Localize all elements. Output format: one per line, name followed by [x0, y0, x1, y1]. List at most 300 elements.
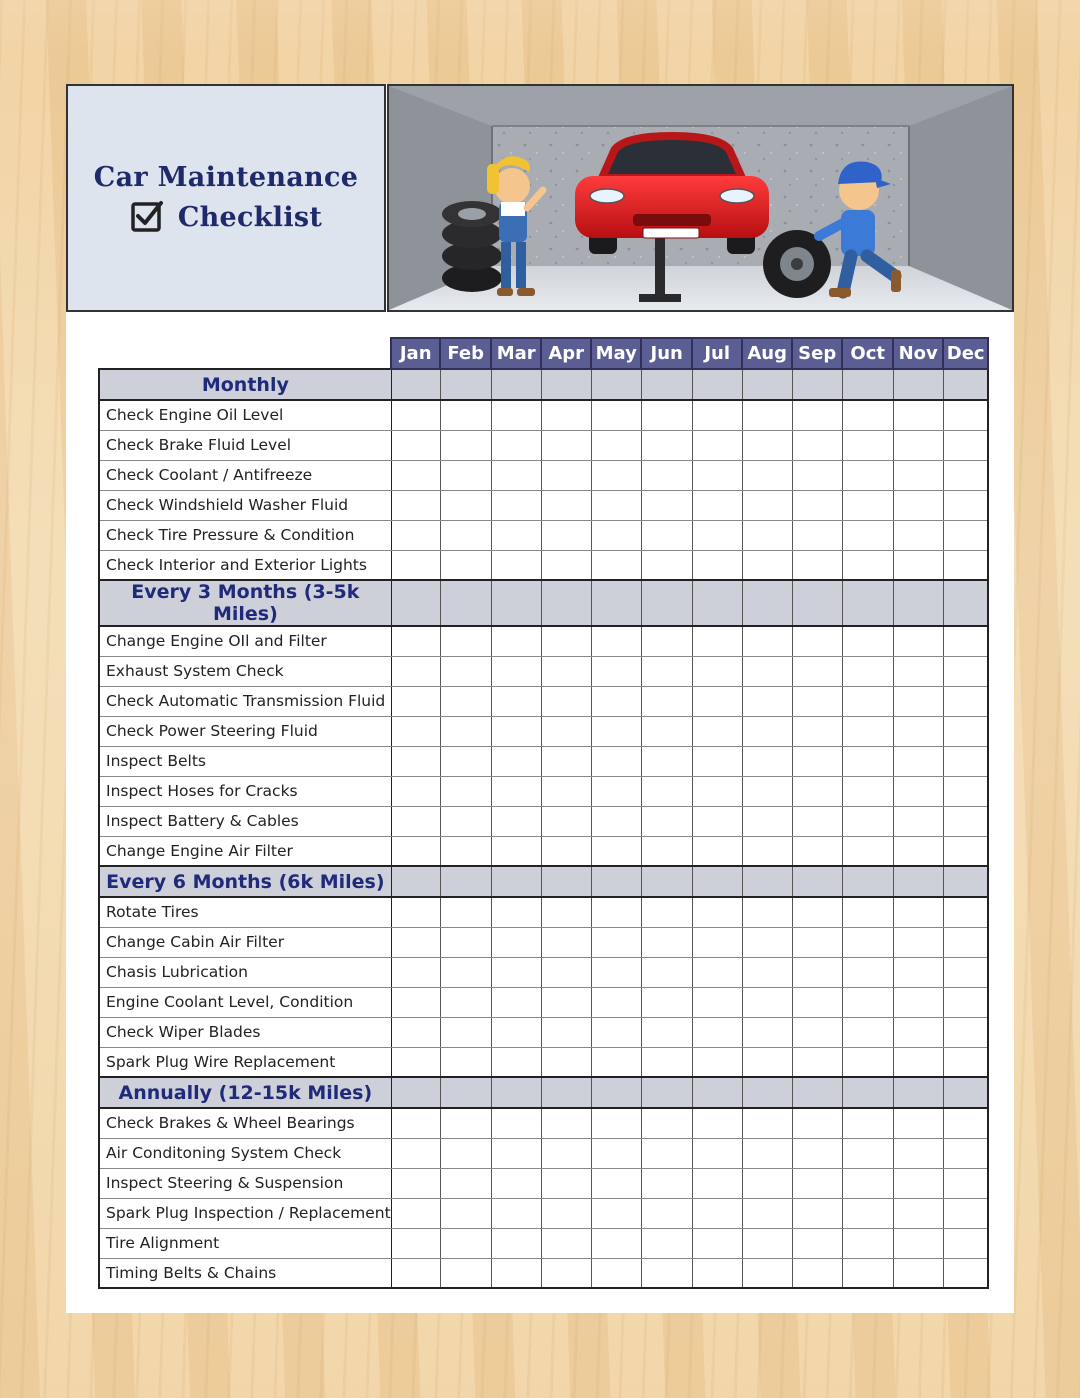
check-cell-nov[interactable] [893, 490, 943, 520]
check-cell-apr[interactable] [541, 656, 591, 686]
check-cell-mar[interactable] [491, 1228, 541, 1258]
check-cell-jan[interactable] [391, 1047, 440, 1077]
check-cell-jul[interactable] [692, 716, 742, 746]
check-cell-nov[interactable] [893, 1168, 943, 1198]
check-cell-jun[interactable] [641, 897, 692, 927]
check-cell-mar[interactable] [491, 656, 541, 686]
check-cell-jun[interactable] [641, 520, 692, 550]
check-cell-may[interactable] [591, 1228, 641, 1258]
check-cell-oct[interactable] [842, 927, 893, 957]
check-cell-nov[interactable] [893, 1228, 943, 1258]
check-cell-aug[interactable] [742, 776, 792, 806]
check-cell-may[interactable] [591, 987, 641, 1017]
check-cell-sep[interactable] [792, 927, 842, 957]
check-cell-mar[interactable] [491, 1108, 541, 1138]
check-cell-jul[interactable] [692, 746, 742, 776]
check-cell-may[interactable] [591, 686, 641, 716]
check-cell-feb[interactable] [440, 1108, 491, 1138]
check-cell-jan[interactable] [391, 1228, 440, 1258]
check-cell-dec[interactable] [943, 400, 988, 430]
check-cell-oct[interactable] [842, 1258, 893, 1288]
check-cell-jan[interactable] [391, 656, 440, 686]
check-cell-jun[interactable] [641, 1258, 692, 1288]
check-cell-mar[interactable] [491, 746, 541, 776]
check-cell-sep[interactable] [792, 1138, 842, 1168]
check-cell-apr[interactable] [541, 1168, 591, 1198]
check-cell-jun[interactable] [641, 776, 692, 806]
check-cell-jan[interactable] [391, 746, 440, 776]
check-cell-nov[interactable] [893, 520, 943, 550]
check-cell-may[interactable] [591, 1168, 641, 1198]
check-cell-mar[interactable] [491, 836, 541, 866]
check-cell-nov[interactable] [893, 686, 943, 716]
check-cell-dec[interactable] [943, 836, 988, 866]
check-cell-sep[interactable] [792, 686, 842, 716]
check-cell-may[interactable] [591, 1258, 641, 1288]
check-cell-may[interactable] [591, 776, 641, 806]
check-cell-mar[interactable] [491, 776, 541, 806]
check-cell-jul[interactable] [692, 1198, 742, 1228]
check-cell-sep[interactable] [792, 776, 842, 806]
check-cell-aug[interactable] [742, 806, 792, 836]
check-cell-apr[interactable] [541, 550, 591, 580]
check-cell-jul[interactable] [692, 776, 742, 806]
check-cell-oct[interactable] [842, 776, 893, 806]
check-cell-feb[interactable] [440, 776, 491, 806]
check-cell-may[interactable] [591, 836, 641, 866]
check-cell-mar[interactable] [491, 1168, 541, 1198]
check-cell-jan[interactable] [391, 987, 440, 1017]
check-cell-apr[interactable] [541, 927, 591, 957]
check-cell-jun[interactable] [641, 836, 692, 866]
check-cell-jun[interactable] [641, 957, 692, 987]
check-cell-sep[interactable] [792, 1258, 842, 1288]
check-cell-may[interactable] [591, 1138, 641, 1168]
check-cell-jun[interactable] [641, 806, 692, 836]
check-cell-jan[interactable] [391, 490, 440, 520]
check-cell-may[interactable] [591, 957, 641, 987]
check-cell-nov[interactable] [893, 897, 943, 927]
check-cell-jul[interactable] [692, 836, 742, 866]
check-cell-nov[interactable] [893, 430, 943, 460]
check-cell-apr[interactable] [541, 836, 591, 866]
check-cell-jan[interactable] [391, 1198, 440, 1228]
check-cell-apr[interactable] [541, 987, 591, 1017]
check-cell-may[interactable] [591, 746, 641, 776]
check-cell-nov[interactable] [893, 957, 943, 987]
check-cell-oct[interactable] [842, 987, 893, 1017]
check-cell-jul[interactable] [692, 957, 742, 987]
check-cell-oct[interactable] [842, 1138, 893, 1168]
check-cell-mar[interactable] [491, 626, 541, 656]
check-cell-oct[interactable] [842, 626, 893, 656]
check-cell-jun[interactable] [641, 1017, 692, 1047]
check-cell-jan[interactable] [391, 776, 440, 806]
check-cell-dec[interactable] [943, 656, 988, 686]
check-cell-oct[interactable] [842, 520, 893, 550]
check-cell-mar[interactable] [491, 987, 541, 1017]
check-cell-jun[interactable] [641, 490, 692, 520]
check-cell-jul[interactable] [692, 686, 742, 716]
check-cell-feb[interactable] [440, 746, 491, 776]
check-cell-mar[interactable] [491, 927, 541, 957]
check-cell-may[interactable] [591, 716, 641, 746]
check-cell-mar[interactable] [491, 1198, 541, 1228]
check-cell-jun[interactable] [641, 400, 692, 430]
check-cell-may[interactable] [591, 430, 641, 460]
check-cell-may[interactable] [591, 656, 641, 686]
check-cell-mar[interactable] [491, 400, 541, 430]
check-cell-jun[interactable] [641, 1228, 692, 1258]
check-cell-dec[interactable] [943, 1108, 988, 1138]
check-cell-sep[interactable] [792, 460, 842, 490]
check-cell-may[interactable] [591, 400, 641, 430]
check-cell-nov[interactable] [893, 1017, 943, 1047]
check-cell-may[interactable] [591, 1047, 641, 1077]
check-cell-oct[interactable] [842, 1017, 893, 1047]
check-cell-feb[interactable] [440, 957, 491, 987]
check-cell-jan[interactable] [391, 897, 440, 927]
check-cell-dec[interactable] [943, 987, 988, 1017]
check-cell-jul[interactable] [692, 460, 742, 490]
check-cell-feb[interactable] [440, 550, 491, 580]
check-cell-nov[interactable] [893, 1108, 943, 1138]
check-cell-sep[interactable] [792, 746, 842, 776]
check-cell-oct[interactable] [842, 1168, 893, 1198]
check-cell-aug[interactable] [742, 626, 792, 656]
check-cell-apr[interactable] [541, 957, 591, 987]
check-cell-aug[interactable] [742, 1047, 792, 1077]
check-cell-sep[interactable] [792, 656, 842, 686]
check-cell-may[interactable] [591, 1198, 641, 1228]
check-cell-apr[interactable] [541, 460, 591, 490]
check-cell-aug[interactable] [742, 836, 792, 866]
check-cell-dec[interactable] [943, 490, 988, 520]
check-cell-dec[interactable] [943, 1138, 988, 1168]
check-cell-apr[interactable] [541, 806, 591, 836]
check-cell-feb[interactable] [440, 626, 491, 656]
check-cell-oct[interactable] [842, 1047, 893, 1077]
check-cell-jul[interactable] [692, 1047, 742, 1077]
check-cell-feb[interactable] [440, 1228, 491, 1258]
check-cell-mar[interactable] [491, 686, 541, 716]
check-cell-aug[interactable] [742, 1258, 792, 1288]
check-cell-dec[interactable] [943, 746, 988, 776]
check-cell-jul[interactable] [692, 490, 742, 520]
check-cell-may[interactable] [591, 1108, 641, 1138]
check-cell-may[interactable] [591, 806, 641, 836]
check-cell-apr[interactable] [541, 716, 591, 746]
check-cell-sep[interactable] [792, 1168, 842, 1198]
check-cell-nov[interactable] [893, 550, 943, 580]
check-cell-aug[interactable] [742, 550, 792, 580]
check-cell-feb[interactable] [440, 430, 491, 460]
check-cell-dec[interactable] [943, 776, 988, 806]
check-cell-dec[interactable] [943, 430, 988, 460]
check-cell-feb[interactable] [440, 987, 491, 1017]
check-cell-oct[interactable] [842, 746, 893, 776]
check-cell-jan[interactable] [391, 626, 440, 656]
check-cell-dec[interactable] [943, 1017, 988, 1047]
check-cell-feb[interactable] [440, 716, 491, 746]
check-cell-sep[interactable] [792, 1228, 842, 1258]
check-cell-nov[interactable] [893, 836, 943, 866]
check-cell-oct[interactable] [842, 806, 893, 836]
check-cell-dec[interactable] [943, 957, 988, 987]
check-cell-jan[interactable] [391, 460, 440, 490]
check-cell-jun[interactable] [641, 626, 692, 656]
check-cell-jun[interactable] [641, 1108, 692, 1138]
check-cell-nov[interactable] [893, 746, 943, 776]
check-cell-oct[interactable] [842, 460, 893, 490]
check-cell-jun[interactable] [641, 656, 692, 686]
check-cell-sep[interactable] [792, 626, 842, 656]
check-cell-oct[interactable] [842, 400, 893, 430]
check-cell-nov[interactable] [893, 1047, 943, 1077]
check-cell-jan[interactable] [391, 927, 440, 957]
check-cell-jun[interactable] [641, 1047, 692, 1077]
check-cell-sep[interactable] [792, 1017, 842, 1047]
check-cell-feb[interactable] [440, 806, 491, 836]
check-cell-jan[interactable] [391, 957, 440, 987]
check-cell-may[interactable] [591, 1017, 641, 1047]
check-cell-jan[interactable] [391, 520, 440, 550]
check-cell-dec[interactable] [943, 686, 988, 716]
check-cell-sep[interactable] [792, 836, 842, 866]
check-cell-apr[interactable] [541, 1198, 591, 1228]
check-cell-oct[interactable] [842, 897, 893, 927]
check-cell-may[interactable] [591, 490, 641, 520]
check-cell-aug[interactable] [742, 430, 792, 460]
check-cell-jul[interactable] [692, 1228, 742, 1258]
check-cell-apr[interactable] [541, 490, 591, 520]
check-cell-may[interactable] [591, 520, 641, 550]
check-cell-nov[interactable] [893, 776, 943, 806]
check-cell-feb[interactable] [440, 1017, 491, 1047]
check-cell-feb[interactable] [440, 1198, 491, 1228]
check-cell-oct[interactable] [842, 656, 893, 686]
check-cell-oct[interactable] [842, 716, 893, 746]
check-cell-jul[interactable] [692, 897, 742, 927]
check-cell-jul[interactable] [692, 1108, 742, 1138]
check-cell-aug[interactable] [742, 746, 792, 776]
check-cell-dec[interactable] [943, 460, 988, 490]
check-cell-dec[interactable] [943, 1047, 988, 1077]
check-cell-jun[interactable] [641, 987, 692, 1017]
check-cell-aug[interactable] [742, 1168, 792, 1198]
check-cell-jun[interactable] [641, 746, 692, 776]
check-cell-sep[interactable] [792, 1047, 842, 1077]
check-cell-feb[interactable] [440, 1047, 491, 1077]
check-cell-feb[interactable] [440, 927, 491, 957]
check-cell-feb[interactable] [440, 490, 491, 520]
check-cell-oct[interactable] [842, 1108, 893, 1138]
check-cell-jul[interactable] [692, 1017, 742, 1047]
check-cell-jul[interactable] [692, 550, 742, 580]
check-cell-dec[interactable] [943, 550, 988, 580]
check-cell-feb[interactable] [440, 897, 491, 927]
check-cell-dec[interactable] [943, 520, 988, 550]
check-cell-jan[interactable] [391, 550, 440, 580]
check-cell-oct[interactable] [842, 430, 893, 460]
check-cell-dec[interactable] [943, 1198, 988, 1228]
check-cell-jul[interactable] [692, 430, 742, 460]
check-cell-jan[interactable] [391, 400, 440, 430]
check-cell-sep[interactable] [792, 987, 842, 1017]
check-cell-oct[interactable] [842, 686, 893, 716]
check-cell-oct[interactable] [842, 1228, 893, 1258]
check-cell-aug[interactable] [742, 1108, 792, 1138]
check-cell-jul[interactable] [692, 806, 742, 836]
check-cell-mar[interactable] [491, 1047, 541, 1077]
check-cell-nov[interactable] [893, 460, 943, 490]
check-cell-mar[interactable] [491, 430, 541, 460]
check-cell-jul[interactable] [692, 1258, 742, 1288]
check-cell-aug[interactable] [742, 1228, 792, 1258]
check-cell-jan[interactable] [391, 686, 440, 716]
check-cell-nov[interactable] [893, 716, 943, 746]
check-cell-jan[interactable] [391, 1168, 440, 1198]
check-cell-nov[interactable] [893, 656, 943, 686]
check-cell-aug[interactable] [742, 686, 792, 716]
check-cell-may[interactable] [591, 550, 641, 580]
check-cell-apr[interactable] [541, 520, 591, 550]
check-cell-sep[interactable] [792, 897, 842, 927]
check-cell-apr[interactable] [541, 897, 591, 927]
check-cell-jun[interactable] [641, 686, 692, 716]
check-cell-may[interactable] [591, 626, 641, 656]
check-cell-jun[interactable] [641, 927, 692, 957]
check-cell-aug[interactable] [742, 716, 792, 746]
check-cell-jan[interactable] [391, 1108, 440, 1138]
check-cell-jul[interactable] [692, 927, 742, 957]
check-cell-apr[interactable] [541, 1258, 591, 1288]
check-cell-nov[interactable] [893, 987, 943, 1017]
check-cell-aug[interactable] [742, 520, 792, 550]
check-cell-jul[interactable] [692, 1138, 742, 1168]
check-cell-may[interactable] [591, 927, 641, 957]
check-cell-dec[interactable] [943, 716, 988, 746]
check-cell-jul[interactable] [692, 656, 742, 686]
check-cell-nov[interactable] [893, 1138, 943, 1168]
check-cell-feb[interactable] [440, 1168, 491, 1198]
check-cell-apr[interactable] [541, 1108, 591, 1138]
check-cell-apr[interactable] [541, 430, 591, 460]
check-cell-may[interactable] [591, 897, 641, 927]
check-cell-dec[interactable] [943, 927, 988, 957]
check-cell-nov[interactable] [893, 1198, 943, 1228]
check-cell-feb[interactable] [440, 656, 491, 686]
check-cell-nov[interactable] [893, 806, 943, 836]
check-cell-oct[interactable] [842, 490, 893, 520]
check-cell-dec[interactable] [943, 1228, 988, 1258]
check-cell-mar[interactable] [491, 550, 541, 580]
check-cell-jun[interactable] [641, 550, 692, 580]
check-cell-mar[interactable] [491, 806, 541, 836]
check-cell-mar[interactable] [491, 1258, 541, 1288]
check-cell-aug[interactable] [742, 460, 792, 490]
check-cell-oct[interactable] [842, 957, 893, 987]
check-cell-sep[interactable] [792, 520, 842, 550]
check-cell-jan[interactable] [391, 806, 440, 836]
check-cell-aug[interactable] [742, 897, 792, 927]
check-cell-feb[interactable] [440, 460, 491, 490]
check-cell-sep[interactable] [792, 400, 842, 430]
check-cell-nov[interactable] [893, 1258, 943, 1288]
check-cell-apr[interactable] [541, 1047, 591, 1077]
check-cell-feb[interactable] [440, 836, 491, 866]
check-cell-apr[interactable] [541, 1138, 591, 1168]
check-cell-feb[interactable] [440, 686, 491, 716]
check-cell-apr[interactable] [541, 776, 591, 806]
check-cell-sep[interactable] [792, 490, 842, 520]
check-cell-mar[interactable] [491, 957, 541, 987]
check-cell-dec[interactable] [943, 806, 988, 836]
check-cell-nov[interactable] [893, 927, 943, 957]
check-cell-feb[interactable] [440, 520, 491, 550]
check-cell-apr[interactable] [541, 746, 591, 776]
check-cell-apr[interactable] [541, 626, 591, 656]
check-cell-oct[interactable] [842, 1198, 893, 1228]
check-cell-sep[interactable] [792, 806, 842, 836]
check-cell-jul[interactable] [692, 626, 742, 656]
check-cell-jun[interactable] [641, 1138, 692, 1168]
check-cell-jul[interactable] [692, 1168, 742, 1198]
check-cell-apr[interactable] [541, 1017, 591, 1047]
check-cell-oct[interactable] [842, 550, 893, 580]
check-cell-jun[interactable] [641, 1168, 692, 1198]
check-cell-sep[interactable] [792, 716, 842, 746]
check-cell-feb[interactable] [440, 1138, 491, 1168]
check-cell-jan[interactable] [391, 430, 440, 460]
check-cell-aug[interactable] [742, 1017, 792, 1047]
check-cell-aug[interactable] [742, 957, 792, 987]
check-cell-sep[interactable] [792, 430, 842, 460]
check-cell-feb[interactable] [440, 400, 491, 430]
check-cell-mar[interactable] [491, 897, 541, 927]
check-cell-jul[interactable] [692, 520, 742, 550]
check-cell-dec[interactable] [943, 1168, 988, 1198]
check-cell-dec[interactable] [943, 1258, 988, 1288]
check-cell-aug[interactable] [742, 400, 792, 430]
check-cell-mar[interactable] [491, 520, 541, 550]
check-cell-apr[interactable] [541, 400, 591, 430]
check-cell-jan[interactable] [391, 1138, 440, 1168]
check-cell-jul[interactable] [692, 400, 742, 430]
check-cell-sep[interactable] [792, 550, 842, 580]
check-cell-jun[interactable] [641, 716, 692, 746]
check-cell-nov[interactable] [893, 626, 943, 656]
check-cell-aug[interactable] [742, 1198, 792, 1228]
check-cell-mar[interactable] [491, 490, 541, 520]
check-cell-sep[interactable] [792, 1198, 842, 1228]
check-cell-jul[interactable] [692, 987, 742, 1017]
check-cell-aug[interactable] [742, 927, 792, 957]
check-cell-may[interactable] [591, 460, 641, 490]
check-cell-aug[interactable] [742, 490, 792, 520]
check-cell-jan[interactable] [391, 836, 440, 866]
check-cell-apr[interactable] [541, 686, 591, 716]
check-cell-dec[interactable] [943, 626, 988, 656]
check-cell-aug[interactable] [742, 1138, 792, 1168]
check-cell-jun[interactable] [641, 430, 692, 460]
check-cell-mar[interactable] [491, 716, 541, 746]
check-cell-jun[interactable] [641, 460, 692, 490]
check-cell-jan[interactable] [391, 716, 440, 746]
check-cell-mar[interactable] [491, 460, 541, 490]
check-cell-jun[interactable] [641, 1198, 692, 1228]
check-cell-sep[interactable] [792, 1108, 842, 1138]
